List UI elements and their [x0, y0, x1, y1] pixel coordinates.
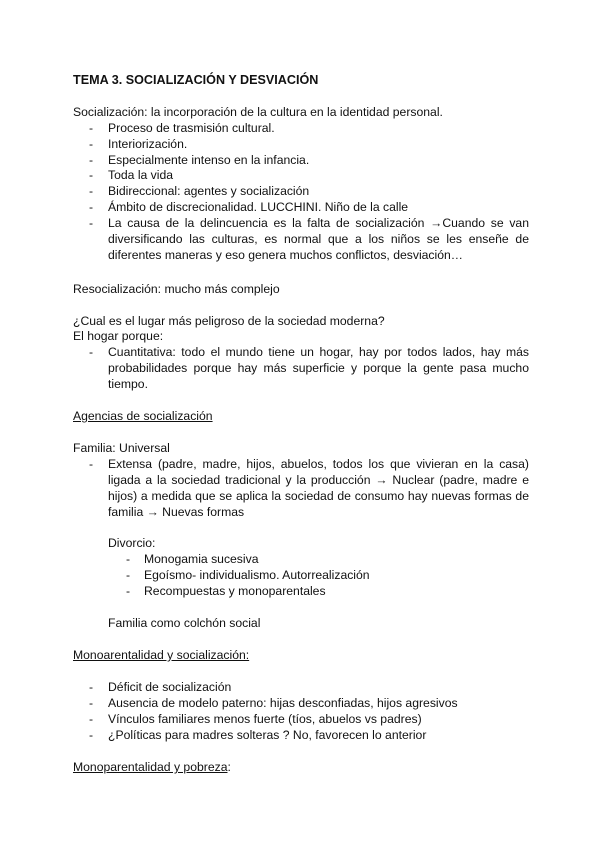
list-item-line: familia → Nuevas formas — [108, 505, 245, 519]
bullet-dash: - — [89, 712, 94, 726]
list-item-line: diversificando las culturas, es normal que a los niños se les enseñe de — [108, 232, 529, 246]
list-item: Proceso de trasmisión cultural. — [108, 121, 275, 135]
list-item: Especialmente intenso en la infancia. — [108, 153, 310, 167]
familia-label: Familia: Universal — [73, 441, 170, 455]
bullet-dash: - — [126, 568, 131, 582]
pobreza-heading-text: Monoparentalidad y pobreza — [73, 760, 228, 774]
list-item: Ausencia de modelo paterno: hijas desconfiadas, hijos agresivos — [108, 696, 458, 710]
bullet-dash: - — [126, 584, 131, 598]
list-item: Egoísmo- individualismo. Autorrealización — [144, 568, 370, 582]
list-item: Recompuestas y monoparentales — [144, 584, 326, 598]
section-heading: Monoarentalidad y socialización: — [73, 648, 250, 662]
divorcio-label: Divorcio: — [108, 536, 156, 550]
colchon-text: Familia como colchón social — [108, 616, 261, 630]
list-item-line: Cuantitativa: todo el mundo tiene un hogar, hay por todos lados, hay más — [108, 345, 529, 359]
answer-text: El hogar porque: — [73, 329, 164, 343]
bullet-dash: - — [89, 200, 94, 214]
bullet-dash: - — [89, 345, 94, 359]
list-item: Interiorización. — [108, 137, 188, 151]
bullet-dash: - — [89, 184, 94, 198]
socializacion-definition: Socialización: la incorporación de la cultura en la identidad personal. — [73, 105, 443, 119]
bullet-dash: - — [89, 457, 94, 471]
list-item-line: La causa de la delincuencia es la falta de socialización →Cuando se van — [108, 216, 529, 230]
section-heading-pobreza — [73, 759, 231, 775]
bullet-dash: - — [126, 552, 131, 566]
list-item-line: diferentes maneras y eso genera muchos conflictos, desviación… — [108, 248, 463, 262]
list-item: Monogamia sucesiva — [144, 552, 259, 566]
resocializacion-text: Resocialización: mucho más complejo — [73, 282, 280, 296]
bullet-dash: - — [89, 680, 94, 694]
bullet-dash: - — [89, 137, 94, 151]
bullet-dash: - — [89, 121, 94, 135]
bullet-dash: - — [89, 216, 94, 230]
bullet-dash: - — [89, 728, 94, 742]
list-item: Vínculos familiares menos fuerte (tíos, abuelos vs padres) — [108, 712, 422, 726]
section-heading: Agencias de socialización — [73, 409, 213, 423]
list-item-line: ligada a la sociedad tradicional y la producción → Nuclear (padre, madre e — [108, 473, 529, 487]
list-item-line: probabilidades porque hay más superficie y porque la gente pasa mucho — [108, 361, 529, 375]
list-item-line: hijos) a medida que se aplica la sociedad de consumo hay nuevas formas de — [108, 489, 529, 503]
question-text: ¿Cual es el lugar más peligroso de la sociedad moderna? — [73, 314, 385, 328]
list-item: Bidireccional: agentes y socialización — [108, 184, 310, 198]
document-title: TEMA 3. SOCIALIZACIÓN Y DESVIACIÓN — [73, 73, 319, 87]
list-item: Déficit de socialización — [108, 680, 232, 694]
list-item: Ámbito de discrecionalidad. LUCCHINI. Niño de la calle — [108, 200, 409, 214]
list-item-line: tiempo. — [108, 377, 148, 391]
list-item-line: Extensa (padre, madre, hijos, abuelos, todos los que vivieran en la casa) — [108, 457, 529, 471]
pobreza-heading-colon: : — [227, 760, 231, 774]
bullet-dash: - — [89, 168, 94, 182]
bullet-dash: - — [89, 153, 94, 167]
list-item: Toda la vida — [108, 168, 174, 182]
list-item: ¿Políticas para madres solteras ? No, favorecen lo anterior — [108, 728, 427, 742]
bullet-dash: - — [89, 696, 94, 710]
